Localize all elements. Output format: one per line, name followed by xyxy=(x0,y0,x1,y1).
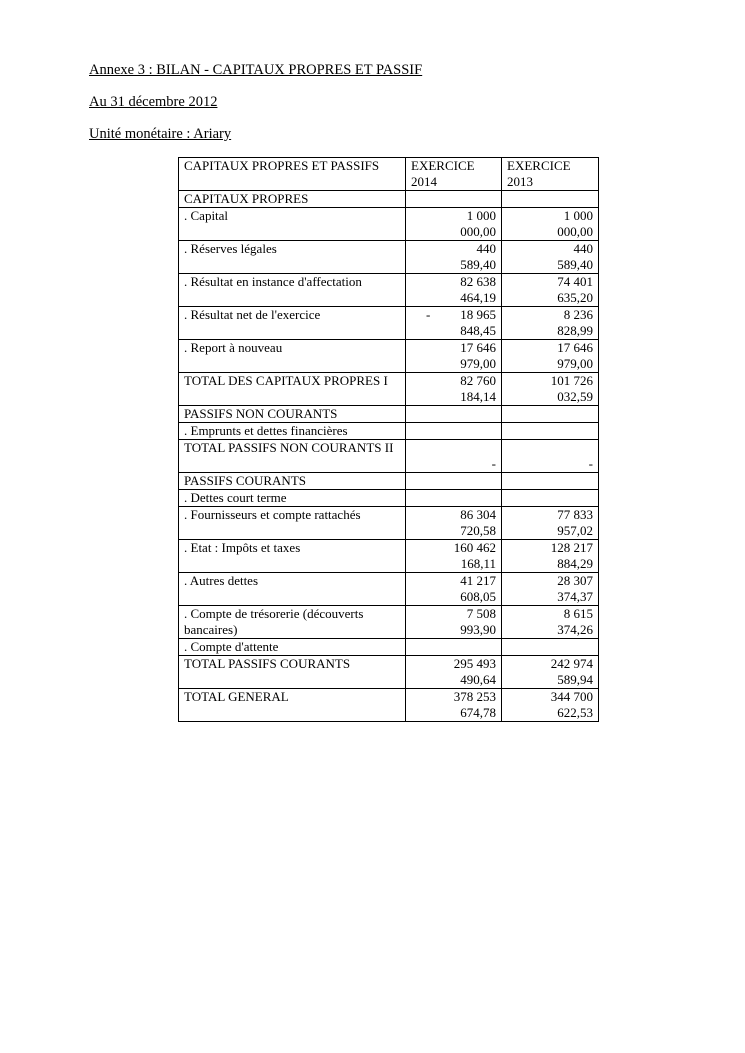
value-2013: 17 646 979,00 xyxy=(502,340,599,373)
row-label: TOTAL PASSIFS COURANTS xyxy=(179,656,406,689)
value-2014: 440 589,40 xyxy=(406,241,502,274)
row-label: . Report à nouveau xyxy=(179,340,406,373)
table-row xyxy=(179,423,599,440)
value-2013: 1 000 000,00 xyxy=(502,208,599,241)
value-2014: 17 646 979,00 xyxy=(406,340,502,373)
value-2013: 128 217 884,29 xyxy=(502,540,599,573)
table-row xyxy=(179,241,599,274)
table-row xyxy=(179,274,599,307)
row-label: TOTAL DES CAPITAUX PROPRES I xyxy=(179,373,406,406)
value-2013: 344 700 622,53 xyxy=(502,689,599,722)
table-row xyxy=(179,191,599,208)
value-2013: 8 236 828,99 xyxy=(502,307,599,340)
table-row xyxy=(179,340,599,373)
table-row xyxy=(179,689,599,722)
value-2013 xyxy=(502,406,599,423)
row-label: . Dettes court terme xyxy=(179,490,406,507)
annex-title: Annexe 3 : BILAN - CAPITAUX PROPRES ET PASSIF xyxy=(89,62,423,78)
value-2014: 82 760 184,14 xyxy=(406,373,502,406)
value-2014: 7 508 993,90 xyxy=(406,606,502,639)
table-row xyxy=(179,373,599,406)
row-label: . Réserves légales xyxy=(179,241,406,274)
value-2014: 41 217 608,05 xyxy=(406,573,502,606)
value-2014: 1 000 000,00 xyxy=(406,208,502,241)
value-2013: - xyxy=(502,440,599,473)
header-exercice-2014: EXERCICE 2014 xyxy=(406,158,502,191)
row-label: . Emprunts et dettes financières xyxy=(179,423,406,440)
table-row xyxy=(179,473,599,490)
value-2013 xyxy=(502,473,599,490)
value-2014 xyxy=(406,639,502,656)
value-2014: 160 462 168,11 xyxy=(406,540,502,573)
value-2013: 74 401 635,20 xyxy=(502,274,599,307)
row-label: CAPITAUX PROPRES xyxy=(179,191,406,208)
value-2013: 440 589,40 xyxy=(502,241,599,274)
row-label: TOTAL GENERAL xyxy=(179,689,406,722)
value-2013: 8 615 374,26 xyxy=(502,606,599,639)
table-row xyxy=(179,656,599,689)
value-2013 xyxy=(502,639,599,656)
table-row xyxy=(179,639,599,656)
row-label: PASSIFS NON COURANTS xyxy=(179,406,406,423)
value-2014: 86 304 720,58 xyxy=(406,507,502,540)
table-row xyxy=(179,507,599,540)
value-2013 xyxy=(502,490,599,507)
value-2013: 77 833 957,02 xyxy=(502,507,599,540)
table-row xyxy=(179,307,599,340)
row-label: . Etat : Impôts et taxes xyxy=(179,540,406,573)
value-2014: - xyxy=(406,440,502,473)
value-2014: - 18 965 848,45 xyxy=(406,307,502,340)
table-row xyxy=(179,540,599,573)
value-2014: 295 493 490,64 xyxy=(406,656,502,689)
row-label: . Résultat en instance d'affectation xyxy=(179,274,406,307)
row-label: PASSIFS COURANTS xyxy=(179,473,406,490)
row-label: . Résultat net de l'exercice xyxy=(179,307,406,340)
row-label: . Compte d'attente xyxy=(179,639,406,656)
row-label: . Fournisseurs et compte rattachés xyxy=(179,507,406,540)
currency-unit: Unité monétaire : Ariary xyxy=(89,126,232,142)
balance-date: Au 31 décembre 2012 xyxy=(89,94,218,110)
header-exercice-2013: EXERCICE 2013 xyxy=(502,158,599,191)
table-header-row xyxy=(179,158,599,191)
value-2013: 101 726 032,59 xyxy=(502,373,599,406)
table-row xyxy=(179,406,599,423)
header-label: CAPITAUX PROPRES ET PASSIFS xyxy=(179,158,406,191)
value-2013 xyxy=(502,423,599,440)
value-2014: 378 253 674,78 xyxy=(406,689,502,722)
value-2013: 242 974 589,94 xyxy=(502,656,599,689)
value-2013: 28 307 374,37 xyxy=(502,573,599,606)
balance-sheet-table xyxy=(178,157,599,722)
table-row xyxy=(179,573,599,606)
table-row xyxy=(179,440,599,473)
value-2014 xyxy=(406,423,502,440)
row-label: . Autres dettes xyxy=(179,573,406,606)
table-row xyxy=(179,208,599,241)
row-label: TOTAL PASSIFS NON COURANTS II xyxy=(179,440,406,473)
value-2014: 82 638 464,19 xyxy=(406,274,502,307)
row-label: . Capital xyxy=(179,208,406,241)
value-2013 xyxy=(502,191,599,208)
negative-sign: - xyxy=(426,307,431,322)
table-row xyxy=(179,606,599,639)
value-2014 xyxy=(406,191,502,208)
value-2014 xyxy=(406,473,502,490)
table-row xyxy=(179,490,599,507)
row-label: . Compte de trésorerie (découverts bancaires) xyxy=(179,606,406,639)
value-2014 xyxy=(406,406,502,423)
value-2014 xyxy=(406,490,502,507)
